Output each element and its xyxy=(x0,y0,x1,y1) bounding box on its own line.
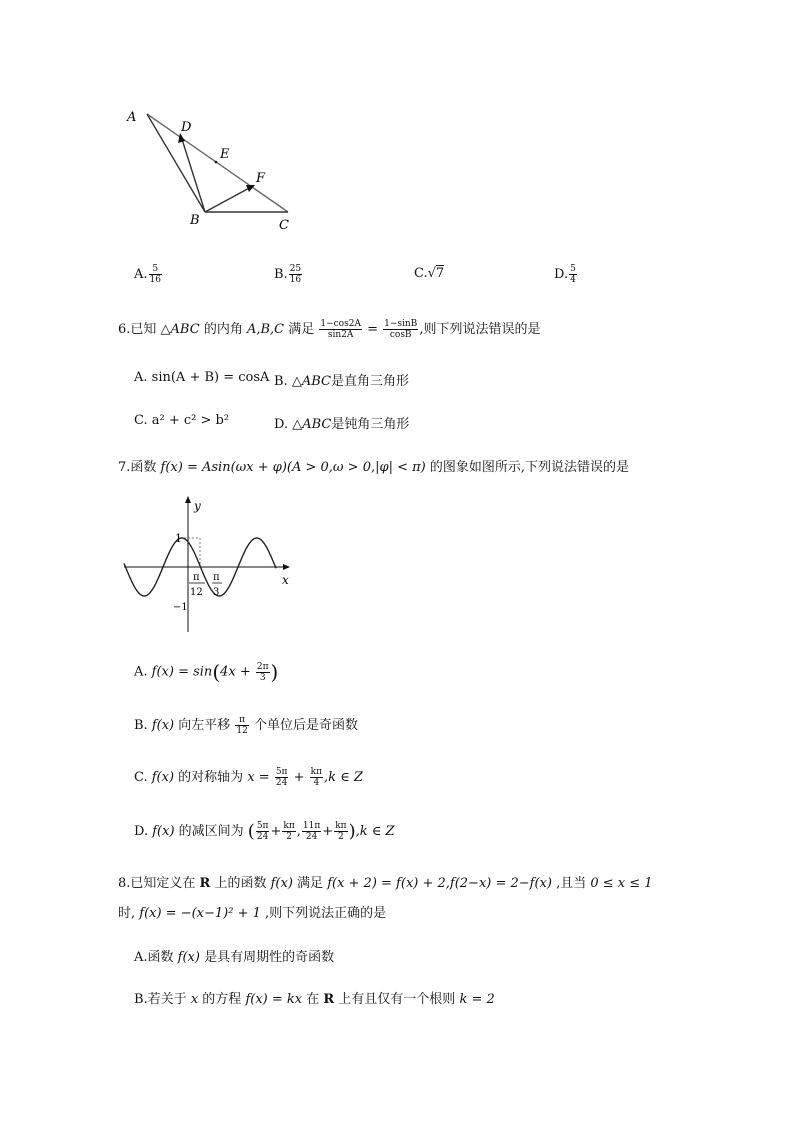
q8-stem-line1 xyxy=(118,872,653,891)
y-label: y xyxy=(194,499,201,513)
denominator: 3 xyxy=(259,672,266,683)
denominator: 24 xyxy=(305,832,318,842)
option-text: 向左平移 xyxy=(174,718,235,733)
fraction xyxy=(235,715,248,736)
fraction xyxy=(289,264,302,285)
label-neg-one: −1 xyxy=(173,602,188,613)
x-axis-arrow xyxy=(283,564,290,570)
tick2-den: 3 xyxy=(213,587,220,598)
numerator: 1−cos2A xyxy=(320,319,361,329)
fraction xyxy=(149,264,162,285)
option-text: A.函数 xyxy=(134,950,178,965)
fraction xyxy=(334,821,347,842)
fraction xyxy=(310,767,323,788)
vector-bd xyxy=(181,136,205,212)
numerator: 5π xyxy=(256,821,269,831)
option-formula: ,k ∈ Z xyxy=(355,824,395,839)
real-set: R xyxy=(323,992,335,1007)
q6-option-a[interactable] xyxy=(134,370,269,385)
option-formula: f(x) xyxy=(151,718,175,733)
fraction xyxy=(256,662,270,683)
option-text: 是直角三角形 xyxy=(330,374,409,389)
label-b: B xyxy=(190,213,200,228)
label-f: F xyxy=(256,171,266,186)
stem-text: ,且当 xyxy=(551,876,591,891)
q8-stem-line2 xyxy=(118,902,386,921)
option-prefix: C. xyxy=(134,770,152,785)
sine-graph xyxy=(120,490,295,635)
option-formula: x = xyxy=(247,770,274,785)
x-label: x xyxy=(282,573,289,587)
option-formula: 4x + xyxy=(220,664,255,680)
stem-text: 6.已知 xyxy=(118,322,161,337)
option-text: 的方程 xyxy=(198,992,246,1007)
option-prefix: C. xyxy=(414,266,428,281)
option-text: A. sin(A + B) = cosA xyxy=(134,370,270,385)
triangle-name: ABC xyxy=(301,374,331,389)
stem-text: 7.函数 xyxy=(118,460,161,475)
fraction-2 xyxy=(383,319,418,340)
denominator: 24 xyxy=(256,832,269,842)
numerator: 11π xyxy=(302,821,321,831)
stem-text: ,则下列说法错误的是 xyxy=(419,322,541,337)
option-formula: ,k ∈ Z xyxy=(324,770,363,785)
q6-option-c[interactable] xyxy=(134,413,229,428)
stem-formula: f(x) = Asin(ωx + φ)(A > 0,ω > 0,|φ| < π) xyxy=(160,460,426,475)
stem-formula: 0 ≤ x ≤ 1 xyxy=(590,876,653,891)
stem-formula: f(x + 2) = f(x) + 2,f(2−x) = 2−f(x) xyxy=(327,876,552,891)
stem-text: 的图象如图所示,下列说法错误的是 xyxy=(425,460,629,475)
stem-text: 时, xyxy=(118,906,140,921)
denominator: cosB xyxy=(389,330,412,340)
numerator: 1−sinB xyxy=(384,319,418,329)
numerator: 5 xyxy=(149,264,162,275)
q7-option-a[interactable]: A. f(x) = sin(4x + $\frac{2\pi}{3}$ ) xyxy=(134,660,279,684)
option-text: B. △ xyxy=(274,374,302,389)
denominator: 12 xyxy=(236,726,248,736)
q8-option-a[interactable] xyxy=(134,946,334,965)
option-formula: f(x) xyxy=(152,824,175,839)
numerator: 25 xyxy=(289,264,302,274)
label-e: E xyxy=(220,147,230,162)
denominator: 16 xyxy=(149,275,161,285)
angles: A,B,C xyxy=(246,322,285,337)
q5-option-b[interactable] xyxy=(274,264,303,285)
numerator: kπ xyxy=(310,767,323,777)
numerator: 5π xyxy=(275,767,288,777)
numerator: 5 xyxy=(570,264,576,274)
radical-sign: √ xyxy=(427,266,436,281)
q7-option-b[interactable] xyxy=(134,714,358,736)
denominator: 4 xyxy=(313,778,320,788)
triangle-symbol: △ABC xyxy=(160,322,200,337)
option-formula: f(x) = kx xyxy=(245,992,303,1007)
option-prefix: A. xyxy=(134,267,148,282)
option-formula: f(x) xyxy=(151,770,175,785)
q6-option-d[interactable] xyxy=(274,413,409,432)
q8-option-b[interactable] xyxy=(134,988,495,1007)
denominator: 24 xyxy=(275,778,288,788)
stem-formula: f(x) = −(x−1)² + 1 xyxy=(139,906,261,921)
option-formula: k = 2 xyxy=(459,992,495,1007)
denominator: 16 xyxy=(289,275,302,285)
q6-stem xyxy=(118,318,540,340)
fraction-1 xyxy=(319,319,362,340)
option-prefix: D. xyxy=(554,267,569,282)
option-prefix: B. xyxy=(274,267,288,282)
option-text: 是钝角三角形 xyxy=(331,417,410,432)
segment-ab xyxy=(147,114,205,212)
option-text: 的对称轴为 xyxy=(174,770,248,785)
option-text: C. a² + c² > b² xyxy=(134,413,230,428)
q7-option-c[interactable] xyxy=(134,766,363,788)
real-set: R xyxy=(199,876,211,891)
stem-text: 8.已知定义在 xyxy=(118,876,200,891)
fraction xyxy=(282,821,295,842)
numerator: kπ xyxy=(283,821,295,831)
point-e xyxy=(215,161,218,164)
option-prefix: A. xyxy=(134,664,152,680)
fraction xyxy=(302,821,321,842)
radicand: 7 xyxy=(435,266,445,281)
option-text: D. △ xyxy=(274,417,303,432)
fraction xyxy=(275,767,289,788)
q5-option-a[interactable] xyxy=(134,264,163,285)
vector-bf xyxy=(205,186,253,212)
option-text: 上有且仅有一个根则 xyxy=(334,992,460,1007)
option-prefix: D. xyxy=(134,824,153,839)
option-formula: f(x) xyxy=(177,950,200,965)
tick2-num: π xyxy=(213,572,220,583)
denominator: sin2A xyxy=(327,330,354,340)
option-text: B.若关于 xyxy=(134,992,191,1007)
label-a: A xyxy=(127,110,137,125)
stem-text: 上的函数 xyxy=(210,876,271,891)
numerator: kπ xyxy=(335,821,347,831)
stem-text: 的内角 xyxy=(199,322,247,337)
option-text: 个单位后是奇函数 xyxy=(249,718,358,733)
fraction xyxy=(569,264,577,285)
q5-option-c[interactable] xyxy=(414,266,444,281)
triangle-figure xyxy=(120,100,310,240)
equals: = xyxy=(362,322,383,337)
option-formula: f(x) = sin xyxy=(151,664,213,680)
fraction xyxy=(256,821,270,842)
denominator: 4 xyxy=(570,275,576,285)
q7-stem xyxy=(118,456,629,475)
tick1-num: π xyxy=(193,572,200,583)
option-text: 在 xyxy=(302,992,324,1007)
option-prefix: B. xyxy=(134,718,152,733)
option-formula: x xyxy=(190,992,199,1007)
stem-formula: f(x) xyxy=(270,876,293,891)
label-d: D xyxy=(181,120,192,135)
y-axis-arrow xyxy=(185,496,191,503)
stem-text: ,则下列说法正确的是 xyxy=(260,906,387,921)
tick1-den: 12 xyxy=(190,587,203,598)
denominator: 2 xyxy=(286,832,292,842)
numerator: π xyxy=(235,715,248,726)
denominator: 2 xyxy=(338,832,344,842)
q6-option-b[interactable] xyxy=(274,370,409,389)
triangle-name: ABC xyxy=(302,417,332,432)
option-text: 的减区间为 xyxy=(174,824,248,839)
stem-text: 满足 xyxy=(284,322,319,337)
stem-text: 满足 xyxy=(292,876,328,891)
q7-option-d[interactable]: D. f(x) 的减区间为 ( $\frac{5\pi}{24}$ + $\frac{k\pi}{2}$ , $\frac{11\pi}{24}$ + $\frac{k\pi}{2}$ ),k ∈ Z xyxy=(134,821,395,842)
option-text: 是具有周期性的奇函数 xyxy=(199,950,335,965)
q5-option-d[interactable] xyxy=(554,264,578,285)
segment-ac xyxy=(147,114,288,212)
label-one: 1 xyxy=(175,532,182,545)
label-c: C xyxy=(279,218,289,233)
numerator: 2π xyxy=(256,661,269,672)
plus: + xyxy=(289,770,309,785)
